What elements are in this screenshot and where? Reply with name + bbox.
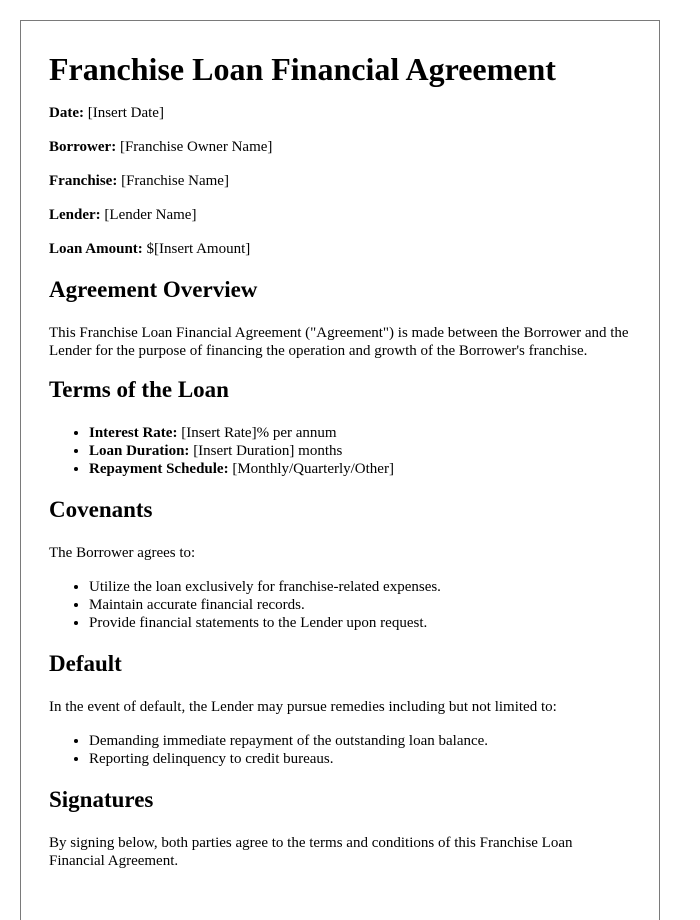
document-page	[20, 20, 660, 920]
covenants-intro: The Borrower agrees to:	[49, 545, 196, 561]
franchise-value: [Franchise Name]	[121, 173, 229, 189]
list-item: • Utilize the loan exclusively for franchise-related expenses.	[89, 578, 631, 596]
loan-duration-label: Loan Duration:	[89, 443, 190, 459]
borrower-value: [Franchise Owner Name]	[119, 139, 273, 155]
document-title: Franchise Loan Financial Agreement	[49, 51, 556, 87]
list-item	[89, 424, 631, 442]
repayment-schedule-value: [Monthly/Quarterly/Other]	[232, 461, 394, 477]
list-item: • Demanding immediate repayment of the outstanding loan balance.	[89, 732, 631, 750]
covenants-list	[49, 578, 631, 632]
franchise-field	[49, 172, 631, 190]
lender-value: [Lender Name]	[104, 207, 197, 223]
borrower-field	[49, 138, 631, 156]
signatures-text: By signing below, both parties agree to the terms and conditions of this Franchise Loan Financial Agreement.	[49, 835, 573, 869]
loan-amount-label: Loan Amount:	[49, 241, 143, 257]
list-item	[89, 442, 631, 460]
list-item: • Provide financial statements to the Lender upon request.	[89, 614, 631, 632]
overview-heading: Agreement Overview	[49, 277, 258, 302]
covenants-heading: Covenants	[49, 497, 153, 522]
default-intro: In the event of default, the Lender may pursue remedies including but not limited to:	[49, 699, 557, 715]
loan-amount-value: $[Insert Amount]	[146, 241, 251, 257]
overview-text: This Franchise Loan Financial Agreement ("Agreement") is made between the Borrower and the Lender for the purpose of financing the operation and growth of the Borrower's franchise.	[49, 325, 629, 359]
date-value: [Insert Date]	[87, 105, 164, 121]
repayment-schedule-label: Repayment Schedule:	[89, 461, 229, 477]
borrower-label: Borrower:	[49, 139, 117, 155]
default-list	[49, 732, 631, 768]
loan-duration-value: [Insert Duration] months	[193, 443, 343, 459]
interest-rate-label: Interest Rate:	[89, 425, 178, 441]
terms-heading: Terms of the Loan	[49, 377, 229, 402]
date-label: Date:	[49, 105, 84, 121]
list-item: • Maintain accurate financial records.	[89, 596, 631, 614]
loan-amount-field	[49, 240, 631, 258]
list-item: • Reporting delinquency to credit bureaus.	[89, 750, 631, 768]
franchise-label: Franchise:	[49, 173, 118, 189]
lender-field	[49, 206, 631, 224]
default-heading: Default	[49, 651, 122, 676]
interest-rate-value: [Insert Rate]% per annum	[181, 425, 337, 441]
signatures-heading: Signatures	[49, 787, 154, 812]
lender-label: Lender:	[49, 207, 101, 223]
terms-list	[49, 424, 631, 478]
list-item	[89, 460, 631, 478]
date-field	[49, 104, 631, 122]
